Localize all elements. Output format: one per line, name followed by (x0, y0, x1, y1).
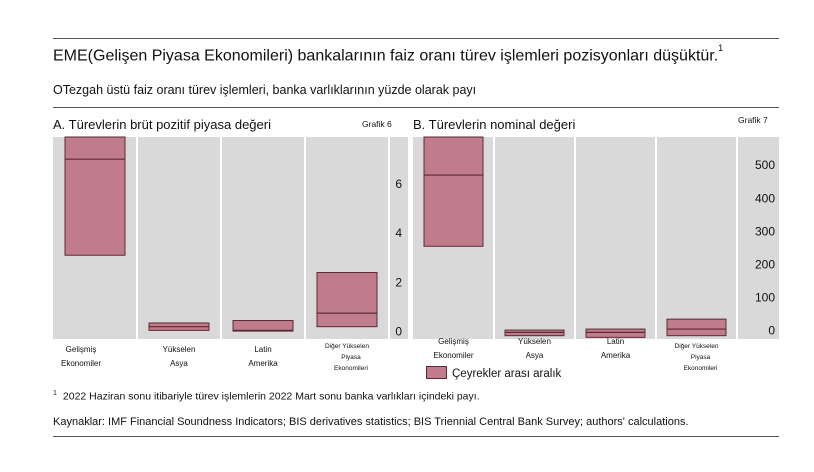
iqr-box (65, 137, 125, 255)
panel-b-ytick-label: 500 (754, 158, 775, 173)
category-label: Latin (606, 337, 625, 346)
footnote: $^1$ 2022 Haziran sonu itibariyle türev işlemlerin 2022 Mart sonu banka varlıkları içindeki payı. (53, 390, 480, 403)
category-label: Amerika (248, 359, 278, 368)
panel-a-ytick-label: 0 (395, 324, 402, 339)
category-label: Gelişmiş (65, 345, 97, 354)
bottom-rule (53, 436, 779, 437)
panel-b-ytick-label: 300 (754, 224, 775, 239)
category-label: Ekonomileri (334, 365, 368, 372)
category-label: Ekonomiler (433, 351, 474, 360)
legend (426, 366, 561, 380)
panel-b-ytick-label: 0 (768, 323, 775, 338)
iqr-box (233, 321, 293, 332)
category-label: Yükselen (162, 345, 196, 354)
category-label: Gelişmiş (438, 337, 469, 346)
panel-b-ytick-label: 400 (754, 191, 775, 206)
category-label: Yükselen (518, 337, 551, 346)
category-label: Ekonomiler (60, 359, 102, 368)
panel-b-graphic-label: Grafik 7 (738, 115, 768, 125)
figure-subtitle: OTezgah üstü faiz oranı türev işlemleri, banka varlıklarının yüzde olarak payı (53, 83, 477, 97)
legend-label: Çeyrekler arası aralık (452, 368, 562, 380)
panel-b-ytick-label: 200 (754, 257, 775, 272)
panel-b-ytick-label: 100 (754, 290, 775, 305)
category-label: Diğer Yükselen (674, 343, 719, 350)
figure-title: EME(Gelişen Piyasa Ekonomileri) bankalarının faiz oranı türev işlemleri pozisyonları düşüktür.$^1$ (53, 43, 724, 65)
panel-a-graphic-label: Grafik 6 (362, 119, 392, 129)
category-label: Ekonomileri (683, 365, 718, 372)
panel-b-title: B. Türevlerin nominal değeri (413, 117, 576, 132)
category-label: Asya (170, 359, 188, 368)
sources: Kaynaklar: IMF Financial Soundness Indicators; BIS derivatives statistics; BIS Triennial Central Bank Survey; authors' calculations. (53, 416, 689, 428)
iqr-box (424, 137, 483, 246)
category-label: Amerika (600, 351, 631, 360)
panel-a-ytick-label: 6 (395, 176, 402, 191)
category-label: Latin (254, 345, 272, 354)
category-label: Asya (525, 351, 544, 360)
legend-swatch (426, 366, 447, 379)
panel-a-ytick-label: 4 (395, 226, 402, 241)
panel-a-ytick-label: 2 (395, 275, 402, 290)
category-label: Piyasa (690, 354, 711, 361)
iqr-box (317, 272, 377, 326)
panel-a-title: A. Türevlerin brüt pozitif piyasa değeri (53, 117, 271, 132)
category-label: Piyasa (341, 354, 361, 361)
category-label: Diğer Yükselen (325, 343, 369, 350)
iqr-box (667, 319, 726, 336)
